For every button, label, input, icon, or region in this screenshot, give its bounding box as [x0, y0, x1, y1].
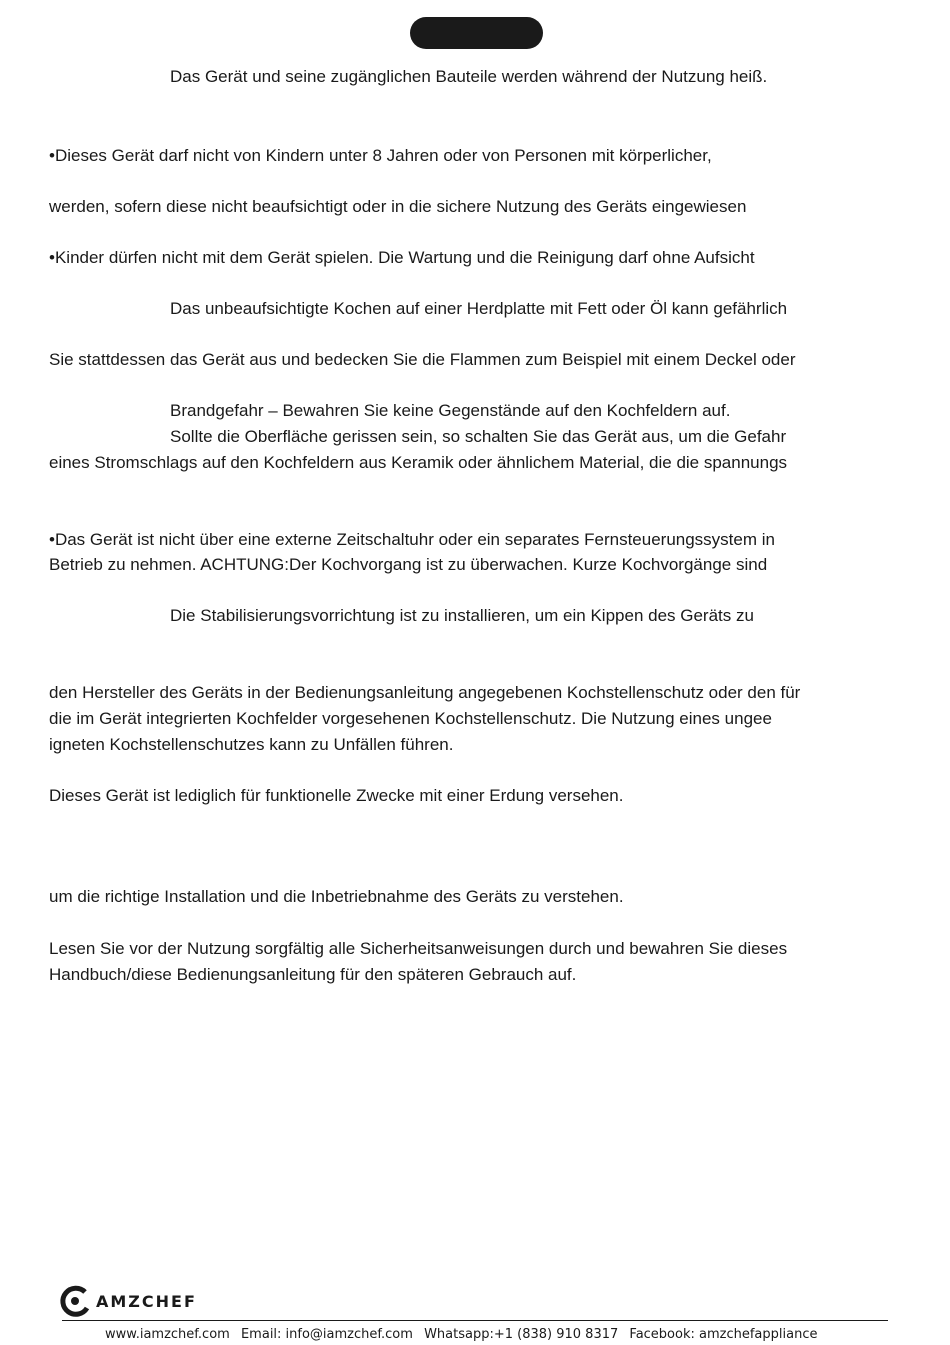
- text-line: •Dieses Gerät darf nicht von Kindern unter 8 Jahren oder von Personen mit körperlicher,: [49, 146, 712, 165]
- brand-name: AMZCHEF: [96, 1291, 197, 1311]
- footer-website-link[interactable]: www.iamzchef.com: [105, 1327, 230, 1342]
- footer-divider: [62, 1320, 888, 1321]
- footer-whatsapp: Whatsapp:+1 (838) 910 8317: [424, 1327, 619, 1342]
- footer-contact: [105, 1327, 824, 1342]
- text-line: •Kinder dürfen nicht mit dem Gerät spielen. Die Wartung und die Reinigung darf ohne Aufsicht: [49, 248, 755, 267]
- text-line: um die richtige Installation und die Inbetriebnahme des Geräts zu verstehen.: [49, 887, 624, 906]
- text-line: Sie stattdessen das Gerät aus und bedecken Sie die Flammen zum Beispiel mit einem Deckel oder: [49, 350, 796, 369]
- text-line: Sollte die Oberfläche gerissen sein, so schalten Sie das Gerät aus, um die Gefahr: [170, 427, 787, 446]
- text-line: Handbuch/diese Bedienungsanleitung für den späteren Gebrauch auf.: [49, 965, 577, 984]
- text-line: Betrieb zu nehmen. ACHTUNG:Der Kochvorgang ist zu überwachen. Kurze Kochvorgänge sind: [49, 555, 768, 574]
- text-line: igneten Kochstellenschutzes kann zu Unfällen führen.: [49, 735, 454, 754]
- text-line: Die Stabilisierungsvorrichtung ist zu installieren, um ein Kippen des Geräts zu: [170, 606, 754, 625]
- text-line: Dieses Gerät ist lediglich für funktionelle Zwecke mit einer Erdung versehen.: [49, 786, 624, 805]
- text-line: Das Gerät und seine zugänglichen Bauteile werden während der Nutzung heiß.: [170, 67, 768, 86]
- text-line: werden, sofern diese nicht beaufsichtigt oder in die sichere Nutzung des Geräts eingewiesen: [49, 197, 747, 216]
- text-line: Brandgefahr – Bewahren Sie keine Gegenstände auf den Kochfeldern auf.: [170, 401, 731, 420]
- text-line: den Hersteller des Geräts in der Bedienungsanleitung angegebenen Kochstellenschutz oder den für: [49, 683, 801, 702]
- footer-facebook[interactable]: Facebook: amzchefappliance: [629, 1327, 818, 1342]
- footer-email[interactable]: Email: info@iamzchef.com: [240, 1327, 413, 1342]
- header-label-pill: [410, 17, 543, 49]
- text-line: Das unbeaufsichtigte Kochen auf einer Herdplatte mit Fett oder Öl kann gefährlich: [170, 299, 788, 318]
- amzchef-logo-icon: [58, 1284, 92, 1318]
- brand-logo: [58, 1284, 197, 1318]
- text-line: Lesen Sie vor der Nutzung sorgfältig alle Sicherheitsanweisungen durch und bewahren Sie dieses: [49, 939, 788, 958]
- text-line: die im Gerät integrierten Kochfelder vorgesehenen Kochstellenschutz. Die Nutzung eines ungee: [49, 709, 772, 728]
- text-line: eines Stromschlags auf den Kochfeldern aus Keramik oder ähnlichem Material, die die spannungs: [49, 453, 788, 472]
- text-line: •Das Gerät ist nicht über eine externe Zeitschaltuhr oder ein separates Fernsteuerungssystem in: [49, 530, 775, 549]
